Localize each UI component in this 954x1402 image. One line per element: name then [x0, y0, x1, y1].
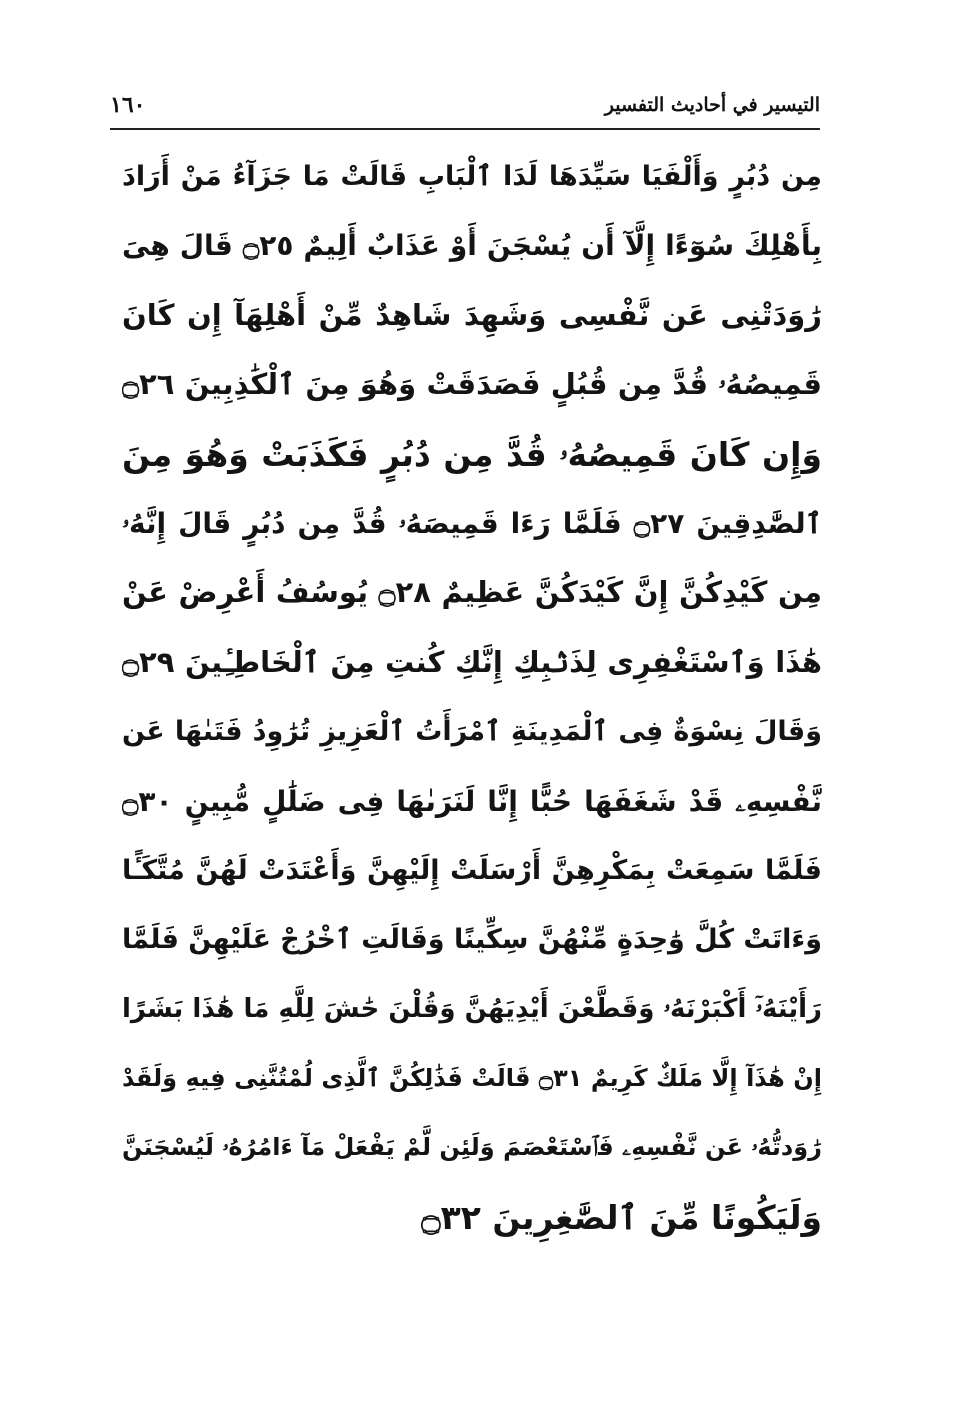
text-line: نَّفْسِهِۦ قَدْ شَغَفَهَا حُبًّا إِنَّا لَنَرَىٰهَا فِى ضَلَٰلٍ مُّبِينٍ ۝٣٠ [122, 784, 822, 818]
running-header [110, 92, 820, 132]
text-line: فَلَمَّا سَمِعَتْ بِمَكْرِهِنَّ أَرْسَلَتْ إِلَيْهِنَّ وَأَعْتَدَتْ لَهُنَّ مُتَّكَـًٔا [122, 854, 822, 886]
text-line: ٱلصَّٰدِقِينَ ۝٢٧ فَلَمَّا رَءَا قَمِيصَهُۥ قُدَّ مِن دُبُرٍ قَالَ إِنَّهُۥ [122, 506, 822, 540]
text-line: رَٰوَدَتْنِى عَن نَّفْسِى وَشَهِدَ شَاهِدٌ مِّنْ أَهْلِهَآ إِن كَانَ [122, 297, 822, 332]
text-line: رَٰوَدتُّهُۥ عَن نَّفْسِهِۦ فَٱسْتَعْصَمَ وَلَئِن لَّمْ يَفْعَلْ مَآ ءَامُرُهُۥ لَيُسْجَنَنَّ [122, 1133, 822, 1162]
text-line: رَأَيْنَهُۥٓ أَكْبَرْنَهُۥ وَقَطَّعْنَ أَيْدِيَهُنَّ وَقُلْنَ حَٰشَ لِلَّهِ مَا هَٰذَا بَشَرًا [122, 993, 822, 1024]
text-line: قَمِيصُهُۥ قُدَّ مِن قُبُلٍ فَصَدَقَتْ وَهُوَ مِنَ ٱلْكَٰذِبِينَ ۝٢٦ [122, 367, 822, 402]
page-number: ١٦٠ [110, 92, 146, 118]
text-line: هَٰذَا وَٱسْتَغْفِرِى لِذَنۢبِكِ إِنَّكِ كُنتِ مِنَ ٱلْخَاطِـِٔينَ ۝٢٩ [122, 644, 822, 679]
text-line: وَإِن كَانَ قَمِيصُهُۥ قُدَّ مِن دُبُرٍ فَكَذَبَتْ وَهُوَ مِنَ [122, 434, 822, 474]
text-line: وَءَاتَتْ كُلَّ وَٰحِدَةٍ مِّنْهُنَّ سِكِّينًا وَقَالَتِ ٱخْرُجْ عَلَيْهِنَّ فَلَمَّا [122, 924, 822, 956]
text-line: إِنْ هَٰذَآ إِلَّا مَلَكٌ كَرِيمٌ ۝٣١ قَالَتْ فَذَٰلِكُنَّ ٱلَّذِى لُمْتُنَّنِى فِيهِ وَلَقَدْ [122, 1064, 822, 1093]
text-line: مِن دُبُرٍ وَأَلْفَيَا سَيِّدَهَا لَدَا ٱلْبَابِ قَالَتْ مَا جَزَآءُ مَنْ أَرَادَ [122, 161, 822, 192]
header-divider [110, 128, 820, 130]
text-line: وَلَيَكُونًا مِّنَ ٱلصَّٰغِرِينَ ۝٣٢ [421, 1197, 822, 1237]
text-line: وَقَالَ نِسْوَةٌ فِى ٱلْمَدِينَةِ ٱمْرَأَتُ ٱلْعَزِيزِ تُرَٰوِدُ فَتَىٰهَا عَن [122, 716, 822, 748]
quran-text-block [122, 142, 822, 1252]
text-line: بِأَهْلِكَ سُوٓءًا إِلَّآ أَن يُسْجَنَ أَوْ عَذَابٌ أَلِيمٌ ۝٢٥ قَالَ هِىَ [122, 229, 822, 263]
text-line: مِن كَيْدِكُنَّ إِنَّ كَيْدَكُنَّ عَظِيمٌ ۝٢٨ يُوسُفُ أَعْرِضْ عَنْ [122, 575, 822, 610]
header-title: التيسير في أحاديث التفسير [604, 94, 820, 116]
